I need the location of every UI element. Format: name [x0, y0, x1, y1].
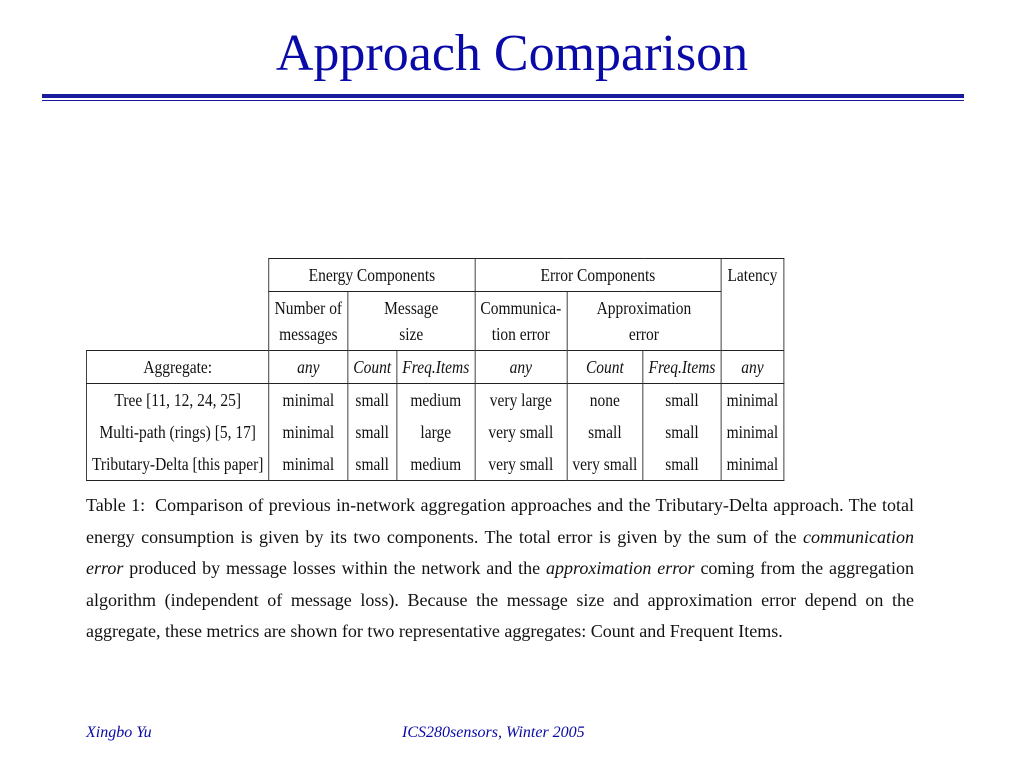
table-cell: very small	[475, 448, 567, 481]
caption-emphasis-approximation-error: approximation error	[546, 558, 695, 578]
table-cell: very large	[475, 384, 567, 417]
row-name-text: Tree	[114, 390, 143, 410]
caption-text-part2: produced by message losses within the network and the	[129, 558, 541, 578]
table-cell: small	[567, 416, 643, 448]
caption-emphasis-communication-error: communication error	[86, 526, 915, 578]
footer-course: ICS280sensors, Winter 2005	[402, 724, 585, 741]
table-cell: minimal	[721, 384, 784, 417]
caption-label: Table 1:	[86, 495, 146, 515]
row-ref: [this paper]	[192, 454, 264, 474]
slide-title: Approach Comparison	[275, 25, 749, 82]
subheader-message-size-line2: size	[399, 324, 424, 344]
aggregate-row-label: Aggregate:	[86, 351, 269, 384]
subheader-number-of-messages-line1: Number of	[274, 298, 343, 318]
table-cell: small	[348, 416, 397, 448]
row-ref: [5, 17]	[214, 422, 256, 442]
table-caption	[86, 490, 914, 648]
group-header-latency: Latency	[721, 259, 784, 351]
row-name	[86, 384, 269, 417]
table-cell: small	[643, 416, 721, 448]
subheader-approximation-error-line1: Approximation	[596, 298, 692, 318]
group-header-error: Error Components	[475, 259, 721, 292]
subheader-message-size	[348, 292, 475, 351]
row-name	[86, 416, 269, 448]
aggregate-cell: Count	[567, 351, 643, 384]
footer-author: Xingbo Yu	[86, 724, 152, 741]
subheader-approximation-error	[567, 292, 721, 351]
subheader-message-size-line1: Message	[384, 298, 439, 318]
table-cell: small	[643, 448, 721, 481]
table-row	[86, 384, 783, 417]
subheader-approximation-error-line2: error	[628, 324, 659, 344]
subheader-communication-error	[475, 292, 567, 351]
caption-text-part3: coming from the aggregation algorithm (independent of message loss). Because the message size and approximation error depend on the aggregate, these metrics are shown for two representative aggregates: Count and Frequent Items.	[86, 558, 914, 641]
table-cell: small	[348, 448, 397, 481]
aggregate-cell: Count	[348, 351, 397, 384]
row-name-text: Tributary-Delta	[92, 454, 189, 474]
comparison-table-figure	[86, 258, 916, 481]
row-ref: [11, 12, 24, 25]	[146, 390, 242, 410]
subheader-communication-error-line2: tion error	[491, 324, 550, 344]
subheader-number-of-messages	[269, 292, 348, 351]
row-name	[86, 448, 269, 481]
table-row	[86, 448, 783, 481]
table-cell: minimal	[721, 416, 784, 448]
aggregate-cell: Freq.Items	[643, 351, 721, 384]
table-cell: large	[397, 416, 475, 448]
table-cell: none	[567, 384, 643, 417]
table-row	[86, 416, 783, 448]
aggregate-cell: any	[721, 351, 784, 384]
aggregate-cell: any	[475, 351, 567, 384]
table-cell: medium	[397, 448, 475, 481]
table-cell: small	[643, 384, 721, 417]
aggregate-cell: any	[269, 351, 348, 384]
table-cell: minimal	[269, 448, 348, 481]
aggregate-cell: Freq.Items	[397, 351, 475, 384]
table-cell: very small	[475, 416, 567, 448]
title-rule-thick	[42, 94, 964, 98]
table-cell: minimal	[269, 384, 348, 417]
table-cell: very small	[567, 448, 643, 481]
caption-text-part1: Comparison of previous in-network aggregation approaches and the Tributary-Delta approach. The total energy consumption is given by its two components. The total error is given by the sum of the	[86, 495, 914, 547]
aggregate-row	[86, 351, 783, 384]
group-header-energy: Energy Components	[269, 259, 475, 292]
table-cell: minimal	[269, 416, 348, 448]
table-group-header-row	[86, 259, 783, 292]
title-rule-thin	[42, 100, 964, 101]
row-name-text: Multi-path (rings)	[99, 422, 211, 442]
table-cell: minimal	[721, 448, 784, 481]
subheader-communication-error-line1: Communica-	[480, 298, 562, 318]
table-cell: small	[348, 384, 397, 417]
comparison-table	[86, 258, 784, 481]
table-cell: medium	[397, 384, 475, 417]
subheader-number-of-messages-line2: messages	[279, 324, 338, 344]
table-corner-blank	[86, 259, 269, 351]
